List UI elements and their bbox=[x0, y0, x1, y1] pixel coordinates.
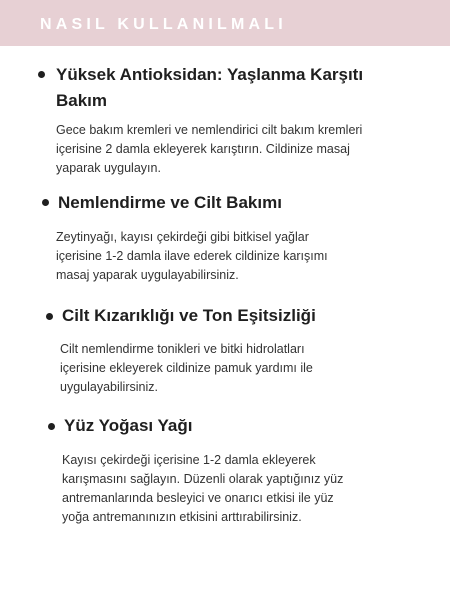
bullet-icon bbox=[38, 71, 45, 78]
section-body: uygulayabilirsiniz. bbox=[60, 380, 158, 394]
bullet-icon bbox=[48, 423, 55, 430]
section-body: içerisine 2 damla ekleyerek karıştırın. Cildinize masaj bbox=[56, 142, 350, 156]
section-body: antremanlarında besleyici ve onarıcı etkisi ile yüz bbox=[62, 491, 334, 505]
section-body: yoğa antremanınızın etkisini arttırabilirsiniz. bbox=[62, 510, 302, 524]
section-heading: Nemlendirme ve Cilt Bakımı bbox=[58, 193, 282, 212]
section-body: karışmasını sağlayın. Düzenli olarak yaptığınız yüz bbox=[62, 472, 344, 486]
section-body: içerisine ekleyerek cildinize pamuk yardımı ile bbox=[60, 361, 313, 375]
section-heading: Bakım bbox=[56, 91, 108, 110]
section-body: Gece bakım kremleri ve nemlendirici cilt bakım kremleri bbox=[56, 123, 363, 137]
page-title: NASIL KULLANILMALI bbox=[40, 16, 287, 33]
section-body: Cilt nemlendirme tonikleri ve bitki hidrolatları bbox=[60, 342, 305, 356]
section-heading: Yüksek Antioksidan: Yaşlanma Karşıtı bbox=[56, 65, 364, 84]
section-heading: Cilt Kızarıklığı ve Ton Eşitsizliği bbox=[62, 306, 316, 325]
header-banner bbox=[0, 0, 450, 46]
bullet-icon bbox=[42, 199, 49, 206]
section-body: masaj yaparak uygulayabilirsiniz. bbox=[56, 268, 239, 282]
section-heading: Yüz Yoğası Yağı bbox=[64, 416, 193, 435]
section-body: Kayısı çekirdeği içerisine 1-2 damla ekleyerek bbox=[62, 453, 316, 467]
section-body: yaparak uygulayın. bbox=[56, 161, 161, 175]
bullet-icon bbox=[46, 313, 53, 320]
section-body: içerisine 1-2 damla ilave ederek cildinize karışımı bbox=[56, 249, 328, 263]
section-body: Zeytinyağı, kayısı çekirdeği gibi bitkisel yağlar bbox=[56, 230, 309, 244]
